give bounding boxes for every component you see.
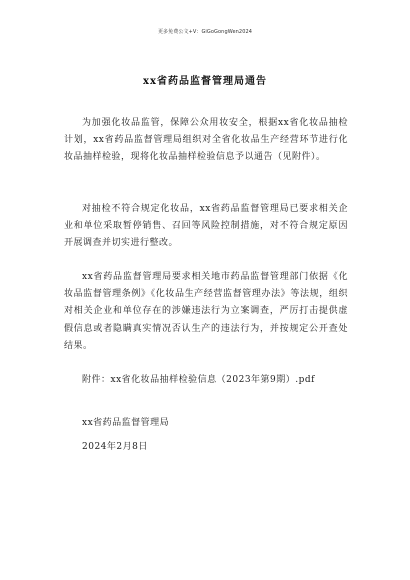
date-line bbox=[64, 439, 348, 456]
paragraph-measures bbox=[64, 201, 348, 253]
paragraph-intro bbox=[64, 115, 348, 167]
attachment-line bbox=[64, 372, 348, 389]
paragraph-text: 为加强化妆品监管，保障公众用妆安全，根据xx省化妆品抽检计划，xx省药品监督管理局组织对全省化妆品生产经营环节进行化妆品抽样检验，现将化妆品抽样检验信息予以通告（见附件）。 bbox=[64, 118, 348, 163]
issue-date: 2024年2月8日 bbox=[82, 442, 148, 452]
paragraph-text: xx省药品监督管理局要求相关地市药品监督管理部门依据《化妆品监督管理条例》《化妆品生产经营监督管理办法》等法规，组织对相关企业和单位存在的涉嫌违法行为立案调查，严厉打击提供虚假信息或者隐瞒真实情况否认生产的违法行为，并按规定公开查处结果。 bbox=[64, 272, 348, 351]
paragraph-text: 对抽检不符合规定化妆品，xx省药品监督管理局已要求相关企业和单位采取暂停销售、召回等风险控制措施，对不符合规定原因开展调查并切实进行整改。 bbox=[64, 204, 348, 249]
attachment-link[interactable]: 附件：xx省化妆品抽样检验信息（2023年第9期）.pdf bbox=[82, 375, 315, 385]
header-note: 更多免费公文+V：GiGoGongWen2024 bbox=[157, 29, 253, 35]
paragraph-enforcement bbox=[64, 269, 348, 355]
document-title: xx省药品监督管理局通告 bbox=[143, 76, 267, 87]
issuer-line bbox=[64, 415, 348, 432]
issuer-name: xx省药品监督管理局 bbox=[82, 418, 170, 428]
